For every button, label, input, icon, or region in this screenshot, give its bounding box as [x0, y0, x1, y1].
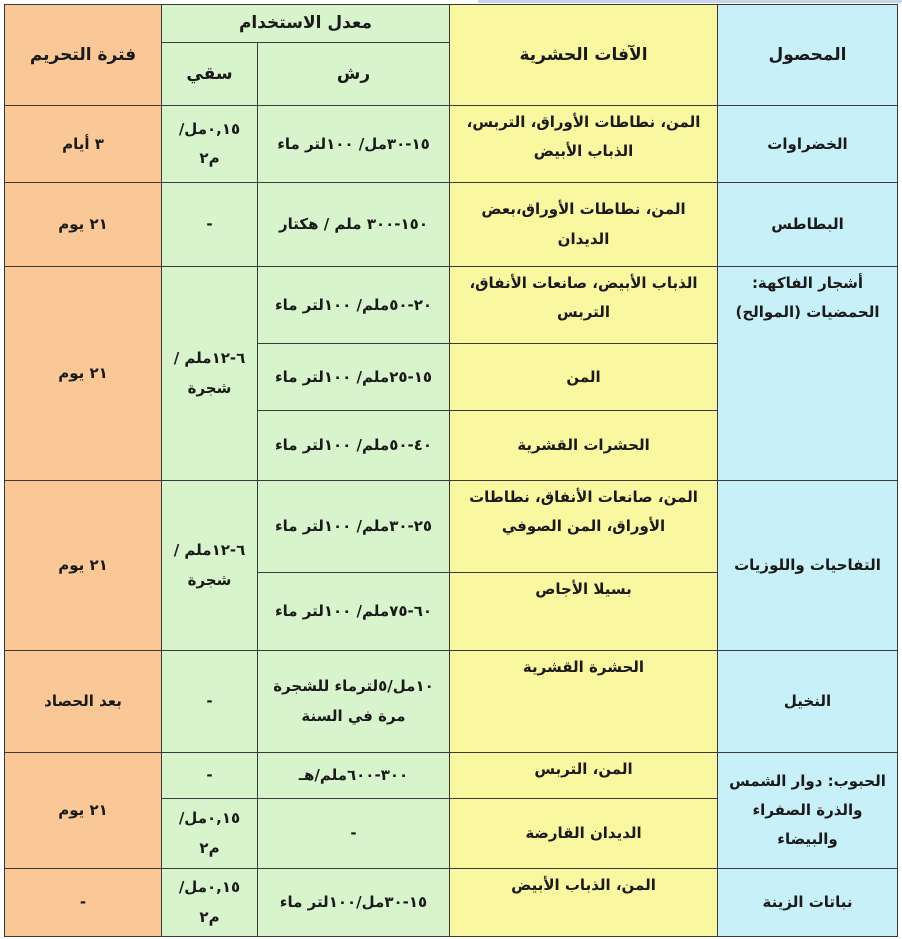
table-row: [5, 753, 898, 799]
table-row: [5, 651, 898, 753]
header-spray: رش: [258, 43, 450, 106]
irrigation-cell: ٠,١٥مل/ م٢: [162, 869, 258, 937]
header-ban-period: فترة التحريم: [5, 5, 162, 106]
header-crop: المحصول: [718, 5, 898, 106]
table-row: [5, 267, 898, 344]
irrigation-cell: -: [162, 753, 258, 799]
spray-cell: ٦٠-٧٥ملم/ ١٠٠لتر ماء: [258, 573, 450, 651]
pests-cell: الديدان القارضة: [450, 799, 718, 869]
spray-cell: ٣٠٠-٦٠٠ملم/هـ: [258, 753, 450, 799]
crop-cell: البطاطس: [718, 183, 898, 267]
irrigation-cell: -: [162, 651, 258, 753]
crop-cell: نباتات الزينة: [718, 869, 898, 937]
pests-cell: الحشرة القشرية: [450, 651, 718, 753]
spray-cell: ٢٠-٥٠ملم/ ١٠٠لتر ماء: [258, 267, 450, 344]
spray-cell: ٤٠-٥٠ملم/ ١٠٠لتر ماء: [258, 411, 450, 481]
table-row: [5, 183, 898, 267]
ban-period-cell: بعد الحصاد: [5, 651, 162, 753]
ban-period-cell: ٢١ يوم: [5, 481, 162, 651]
pests-cell: المن، التربس: [450, 753, 718, 799]
ban-period-cell: ٢١ يوم: [5, 267, 162, 481]
spray-cell: ١٥٠-٣٠٠ ملم / هكتار: [258, 183, 450, 267]
spray-cell: ١٥-٣٠مل/ ١٠٠لتر ماء: [258, 106, 450, 183]
spray-cell: -: [258, 799, 450, 869]
irrigation-cell: ٦-١٢ملم / شجرة: [162, 267, 258, 481]
crop-cell: النخيل: [718, 651, 898, 753]
pests-cell: المن، الذباب الأبيض: [450, 869, 718, 937]
pests-cell: المن، صانعات الأنفاق، نطاطات الأوراق، المن الصوفي: [450, 481, 718, 573]
crop-cell: التفاحيات واللوزيات: [718, 481, 898, 651]
crop-cell: الحبوب: دوار الشمس والذرة الصفراء والبيضاء: [718, 753, 898, 869]
irrigation-cell: -: [162, 183, 258, 267]
pests-cell: بسيلا الأجاص: [450, 573, 718, 651]
pests-cell: الحشرات القشرية: [450, 411, 718, 481]
irrigation-cell: ٦-١٢ملم / شجرة: [162, 481, 258, 651]
header-usage-rate: معدل الاستخدام: [162, 5, 450, 43]
table-row: [5, 481, 898, 573]
crop-cell: أشجار الفاكهة: الحمضيات (الموالح): [718, 267, 898, 481]
spray-cell: ٢٥-٣٠ملم/ ١٠٠لتر ماء: [258, 481, 450, 573]
spray-cell: ١٥-٢٥ملم/ ١٠٠لتر ماء: [258, 344, 450, 411]
header-pests: الآفات الحشرية: [450, 5, 718, 106]
ban-period-cell: ٢١ يوم: [5, 753, 162, 869]
pests-cell: الذباب الأبيض، صانعات الأنفاق، التربس: [450, 267, 718, 344]
pesticide-usage-table: [4, 4, 898, 937]
crop-cell: الخضراوات: [718, 106, 898, 183]
irrigation-cell: ٠,١٥مل/ م٢: [162, 799, 258, 869]
spray-cell: ١٠مل/٥لترماء للشجرة مرة في السنة: [258, 651, 450, 753]
ban-period-cell: -: [5, 869, 162, 937]
irrigation-cell: ٠,١٥مل/ م٢: [162, 106, 258, 183]
pests-cell: المن، نطاطات الأوراق، التربس، الذباب الأبيض: [450, 106, 718, 183]
spray-cell: ١٥-٣٠مل/١٠٠لتر ماء: [258, 869, 450, 937]
pests-cell: المن، نطاطات الأوراق،بعض الديدان: [450, 183, 718, 267]
pests-cell: المن: [450, 344, 718, 411]
ban-period-cell: ٣ أيام: [5, 106, 162, 183]
top-edge-line: [478, 0, 902, 3]
ban-period-cell: ٢١ يوم: [5, 183, 162, 267]
table-row: [5, 106, 898, 183]
header-irrigation: سقي: [162, 43, 258, 106]
table-row: [5, 869, 898, 937]
